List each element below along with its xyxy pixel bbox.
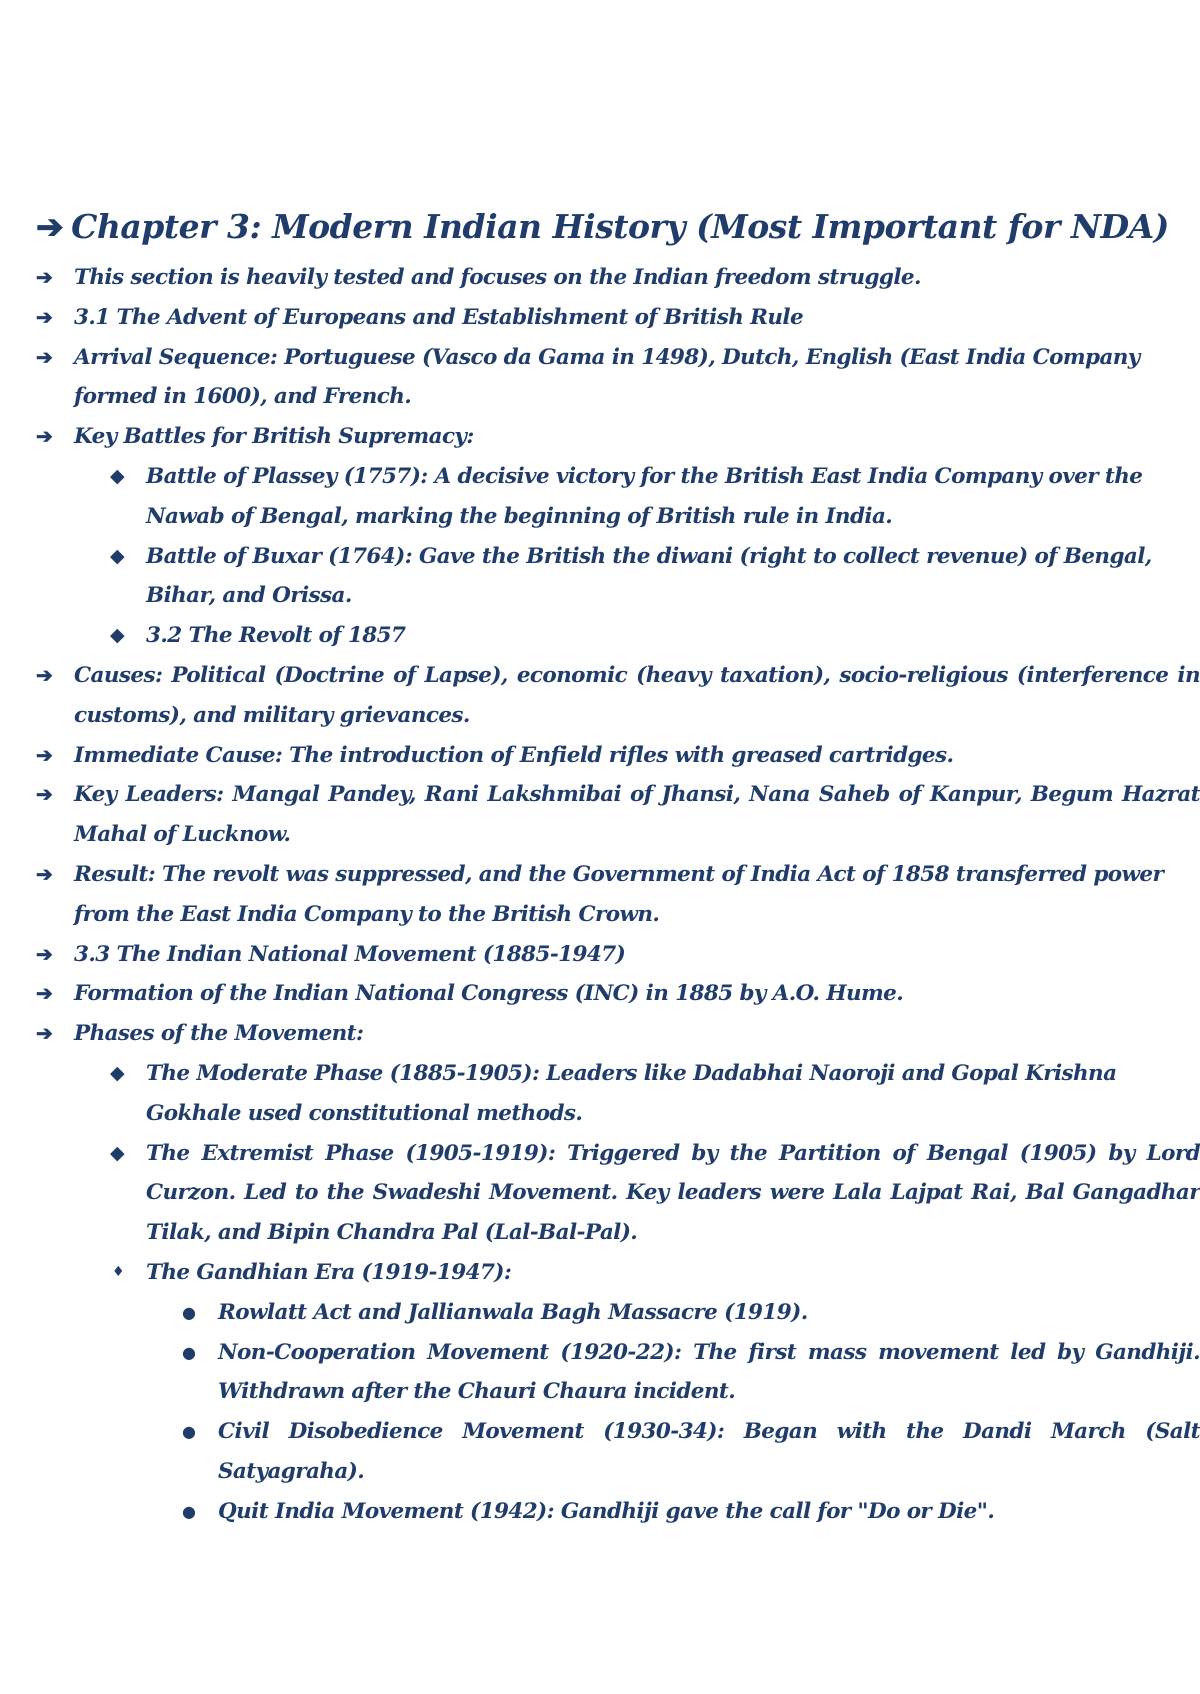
chapter-heading xyxy=(36,204,1186,250)
heading-arrow-icon: ➔ xyxy=(36,207,64,246)
list-item-text: Result: The revolt was suppressed, and the Government of India Act of 1858 transferred power from the East India Company to the British Crown. xyxy=(74,861,1164,927)
dot-bullet-icon: ● xyxy=(182,1302,196,1322)
list-item xyxy=(0,417,1200,457)
arrow-bullet-icon: ➔ xyxy=(36,861,53,886)
arrow-bullet-icon: ➔ xyxy=(36,981,53,1006)
list-item-text: The Extremist Phase (1905-1919): Triggered by the Partition of Bengal (1905) by Lord Curzon. Led to the Swadeshi Movement. Key leaders were Lala Lajpat Rai, Bal Gangadhar Tilak, and Bipin Chandra Pal (Lal-Bal-Pal). xyxy=(146,1140,1200,1246)
arrow-bullet-icon: ➔ xyxy=(36,265,53,289)
list-item-text: Battle of Plassey (1757): A decisive victory for the British East India Company over the Nawab of Bengal, marking the beginning of British rule in India. xyxy=(146,463,1143,529)
list-item xyxy=(0,338,1200,418)
list-item xyxy=(0,1492,1200,1532)
list-item xyxy=(0,1134,1200,1253)
list-item-text: Rowlatt Act and Jallianwala Bagh Massacre (1919). xyxy=(218,1299,808,1325)
list-item xyxy=(0,457,1200,537)
list-item-text: Key Battles for British Supremacy: xyxy=(74,424,474,450)
list-item xyxy=(0,616,1200,656)
arrow-bullet-icon: ➔ xyxy=(36,344,53,369)
arrow-bullet-icon: ➔ xyxy=(36,424,53,449)
content-list xyxy=(0,258,1200,1532)
list-item xyxy=(0,1054,1200,1134)
list-item-text: 3.1 The Advent of Europeans and Establishment of British Rule xyxy=(74,304,804,330)
list-item-text: The Moderate Phase (1885-1905): Leaders like Dadabhai Naoroji and Gopal Krishna Gokhale used constitutional methods. xyxy=(146,1060,1117,1126)
list-item-text: Arrival Sequence: Portuguese (Vasco da Gama in 1498), Dutch, English (East India Company formed in 1600), and French. xyxy=(74,344,1140,410)
list-item xyxy=(0,974,1200,1014)
list-item-text: Non-Cooperation Movement (1920-22): The first mass movement led by Gandhiji. Withdrawn after the Chauri Chaura incident. xyxy=(218,1339,1200,1405)
list-item xyxy=(0,656,1200,736)
diamond-bullet-icon: ◆ xyxy=(110,464,125,487)
list-item-text: Causes: Political (Doctrine of Lapse), economic (heavy taxation), socio-religious (interference in customs), and military grievances. xyxy=(74,662,1200,728)
arrow-bullet-icon: ➔ xyxy=(36,662,53,687)
dot-bullet-icon: ● xyxy=(182,1342,196,1362)
arrow-bullet-icon: ➔ xyxy=(36,941,53,966)
diamond-bullet-icon: ◆ xyxy=(110,544,125,567)
list-item xyxy=(0,1293,1200,1333)
list-item xyxy=(0,935,1200,975)
small-diamond-bullet-icon: ♦ xyxy=(112,1263,124,1280)
diamond-bullet-icon: ◆ xyxy=(110,624,125,647)
list-item xyxy=(0,258,1200,298)
list-item xyxy=(0,855,1200,935)
arrow-bullet-icon: ➔ xyxy=(36,1021,53,1046)
arrow-bullet-icon: ➔ xyxy=(36,782,53,807)
list-item xyxy=(0,775,1200,855)
arrow-bullet-icon: ➔ xyxy=(36,304,53,329)
list-item-text: This section is heavily tested and focuses on the Indian freedom struggle. xyxy=(74,265,921,290)
list-item-text: Civil Disobedience Movement (1930-34): Began with the Dandi March (Salt Satyagraha). xyxy=(218,1419,1200,1484)
list-item-text: Quit India Movement (1942): Gandhiji gave the call for "Do or Die". xyxy=(218,1498,995,1524)
list-item xyxy=(0,1014,1200,1054)
list-item xyxy=(0,1333,1200,1413)
list-item-text: The Gandhian Era (1919-1947): xyxy=(146,1259,512,1285)
list-item-text: Formation of the Indian National Congress (INC) in 1885 by A.O. Hume. xyxy=(74,981,904,1007)
heading-text: Chapter 3: Modern Indian History (Most Important for NDA) xyxy=(71,207,1169,246)
list-item-text: Key Leaders: Mangal Pandey, Rani Lakshmibai of Jhansi, Nana Saheb of Kanpur, Begum Hazrat Mahal of Lucknow. xyxy=(74,782,1200,848)
list-item-text: Phases of the Movement: xyxy=(74,1021,364,1047)
list-item-text: Battle of Buxar (1764): Gave the British the diwani (right to collect revenue) of Bengal, Bihar, and Orissa. xyxy=(146,543,1152,609)
dot-bullet-icon: ● xyxy=(182,1501,196,1521)
list-item xyxy=(0,298,1200,338)
list-item xyxy=(0,1412,1200,1492)
list-item xyxy=(0,1253,1200,1293)
arrow-bullet-icon: ➔ xyxy=(36,742,53,767)
list-item-text: 3.2 The Revolt of 1857 xyxy=(146,623,406,649)
dot-bullet-icon: ● xyxy=(182,1422,196,1442)
list-item xyxy=(0,537,1200,617)
list-item xyxy=(0,736,1200,776)
list-item-text: Immediate Cause: The introduction of Enfield rifles with greased cartridges. xyxy=(74,742,954,768)
list-item-text: 3.3 The Indian National Movement (1885-1947) xyxy=(74,941,626,967)
diamond-bullet-icon: ◆ xyxy=(110,1061,125,1084)
diamond-bullet-icon: ◆ xyxy=(110,1141,125,1164)
